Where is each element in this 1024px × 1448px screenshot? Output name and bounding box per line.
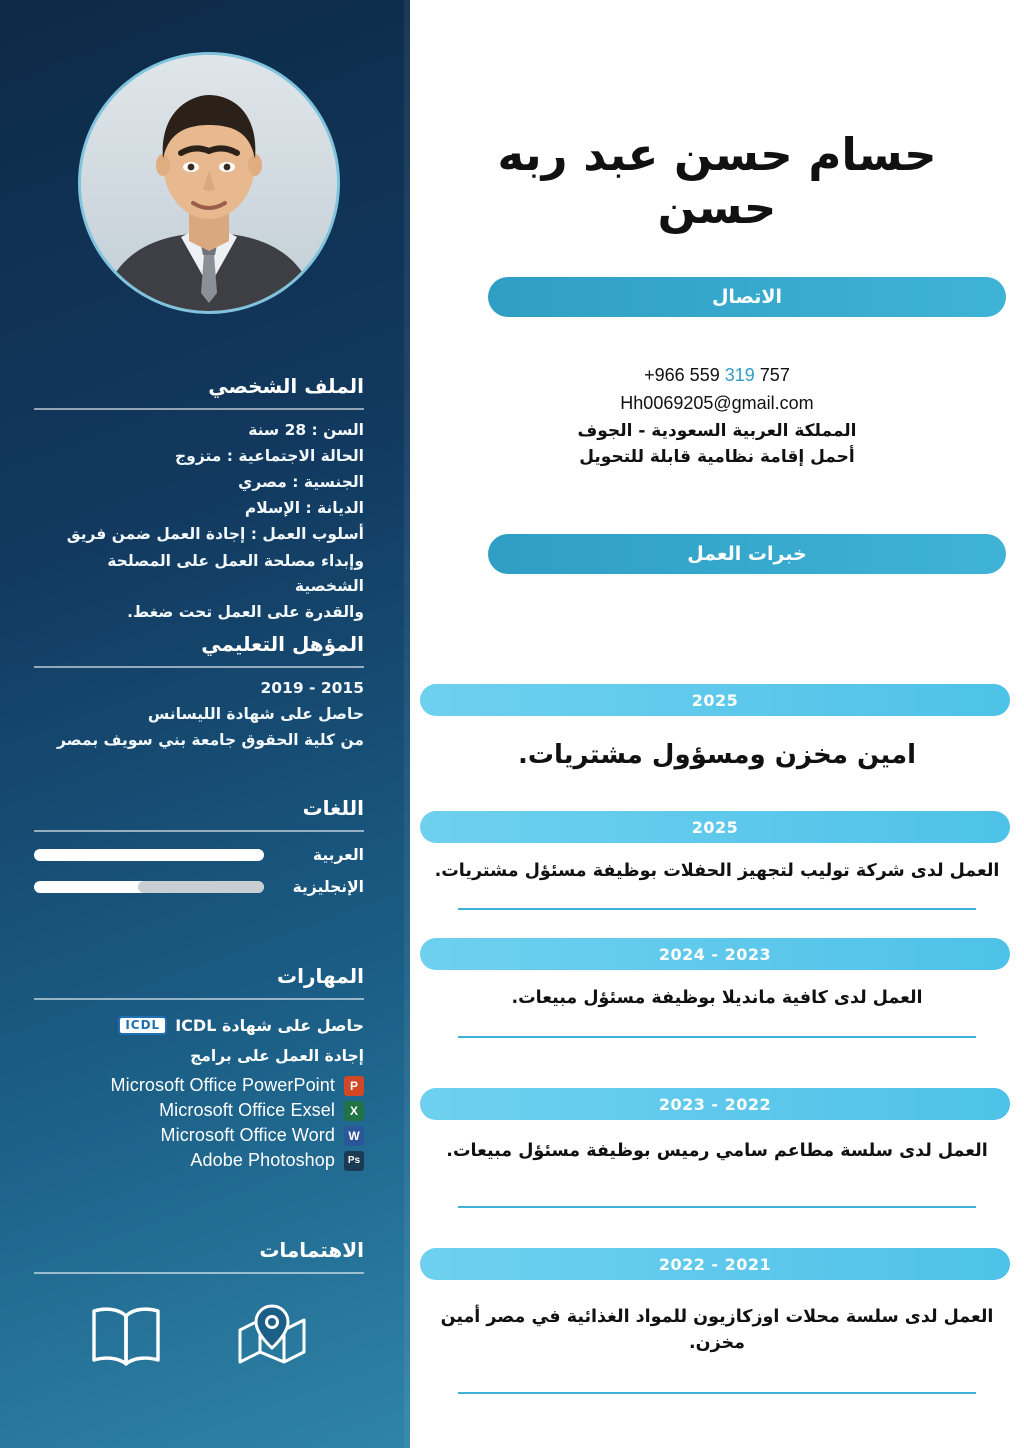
icdl-label: حاصل على شهادة ICDL (175, 1016, 364, 1036)
profile-line: أسلوب العمل : إجادة العمل ضمن فريق (66, 525, 364, 544)
education-section (34, 632, 364, 754)
software-name: Microsoft Office PowerPoint (110, 1075, 335, 1096)
language-label: الإنجليزية (292, 878, 364, 896)
language-level-fill (138, 881, 265, 893)
profile-title: الملف الشخصي (34, 374, 364, 410)
experience-period (420, 811, 1010, 843)
experience-period (420, 1088, 1010, 1120)
phone-line (410, 362, 1024, 390)
profile-line: الجنسية : مصري (238, 473, 364, 492)
sidebar (0, 0, 410, 1448)
education-line: 2015 - 2019 (260, 679, 364, 697)
excel-icon: X (344, 1101, 364, 1121)
software-label: إجادة العمل على برامج (190, 1047, 364, 1066)
contact-heading (488, 277, 1006, 317)
education-line: حاصل على شهادة الليسانس (147, 705, 364, 724)
email-line[interactable]: Hh0069205@gmail.com (620, 392, 814, 413)
phone-suffix: 757 (759, 365, 790, 385)
interests-title: الاهتمامات (34, 1238, 364, 1274)
page-title: حسام حسن عبد ربه حسن (497, 128, 937, 234)
icdl-badge-icon: ICDL (118, 1016, 167, 1035)
profile-body (34, 418, 364, 625)
experience-period-label: 2023 - 2024 (658, 944, 772, 964)
list-item (34, 1150, 364, 1171)
divider (458, 1036, 976, 1038)
avatar (78, 52, 340, 314)
education-title: المؤهل التعليمي (34, 632, 364, 668)
experience-description: العمل لدى شركة توليب لتجهيز الحفلات بوظيفة مسئؤل مشتريات. (434, 861, 1000, 881)
experience-description: العمل لدى سلسة مطاعم سامي رميس بوظيفة مسئؤل مبيعات. (446, 1141, 988, 1161)
experience-period (420, 684, 1010, 716)
phone-prefix: +966 559 (644, 365, 720, 385)
profile-line: والقدرة على العمل تحت ضغط. (127, 602, 364, 621)
powerpoint-icon: P (344, 1076, 364, 1096)
profile-section (34, 374, 364, 626)
experience-period-label: 2021 - 2022 (658, 1254, 772, 1274)
experience-description: العمل لدى كافية مانديلا بوظيفة مسئؤل مبيعات. (511, 988, 923, 1008)
language-level-bar (34, 881, 264, 893)
divider (458, 1392, 976, 1394)
profile-line: وإبداء مصلحة العمل على المصلحة الشخصية (107, 551, 364, 595)
language-row-arabic (34, 846, 364, 864)
profile-line: الحالة الاجتماعية : متزوج (175, 447, 364, 466)
list-item (34, 1125, 364, 1146)
software-name: Microsoft Office Word (160, 1125, 335, 1146)
location-line: المملكة العربية السعودية - الجوف (577, 420, 857, 441)
languages-title: اللغات (34, 796, 364, 832)
interests-section (34, 1238, 364, 1374)
contact-heading-label: الاتصال (711, 286, 783, 308)
experience-period-label: 2022 - 2023 (658, 1094, 772, 1114)
language-label: العربية (312, 846, 364, 864)
software-name: Adobe Photoshop (190, 1150, 335, 1171)
phone-accent: 319 (724, 365, 755, 385)
experience-period-label: 2025 (691, 690, 739, 710)
experience-period (420, 938, 1010, 970)
divider (458, 1206, 976, 1208)
list-item (34, 1075, 364, 1096)
interests-icons (34, 1302, 364, 1374)
skills-title: المهارات (34, 964, 364, 1000)
main-column (410, 0, 1024, 1448)
residency-line: أحمل إقامة نظامية قابلة للتحويل (579, 447, 855, 468)
language-row-english (34, 878, 364, 896)
experience-period (420, 1248, 1010, 1280)
experience-description: العمل لدى سلسة محلات اوزكازيون للمواد الغذائية في مصر أمين مخزن. (440, 1307, 994, 1354)
education-body (34, 676, 364, 753)
skills-section (34, 964, 364, 1175)
divider (458, 908, 976, 910)
profile-line: السن : 28 سنة (248, 421, 364, 439)
word-icon: W (344, 1126, 364, 1146)
book-icon (88, 1302, 164, 1370)
experience-title: امين مخزن ومسؤول مشتريات. (518, 740, 916, 770)
icdl-row (34, 1016, 364, 1035)
education-line: من كلية الحقوق جامعة بني سويف بمصر (57, 731, 364, 750)
experience-period-label: 2025 (691, 817, 739, 837)
software-list (34, 1075, 364, 1171)
profile-line: الديانة : الإسلام (244, 499, 364, 518)
contact-block (410, 362, 1024, 470)
experience-heading (488, 534, 1006, 574)
photoshop-icon: Ps (344, 1151, 364, 1171)
map-pin-icon (234, 1302, 310, 1374)
experience-heading-label: خبرات العمل (687, 543, 807, 565)
software-name: Microsoft Office Exsel (159, 1100, 335, 1121)
language-level-bar (34, 849, 264, 861)
languages-section (34, 796, 364, 896)
portrait-photo (81, 55, 337, 311)
list-item (34, 1100, 364, 1121)
